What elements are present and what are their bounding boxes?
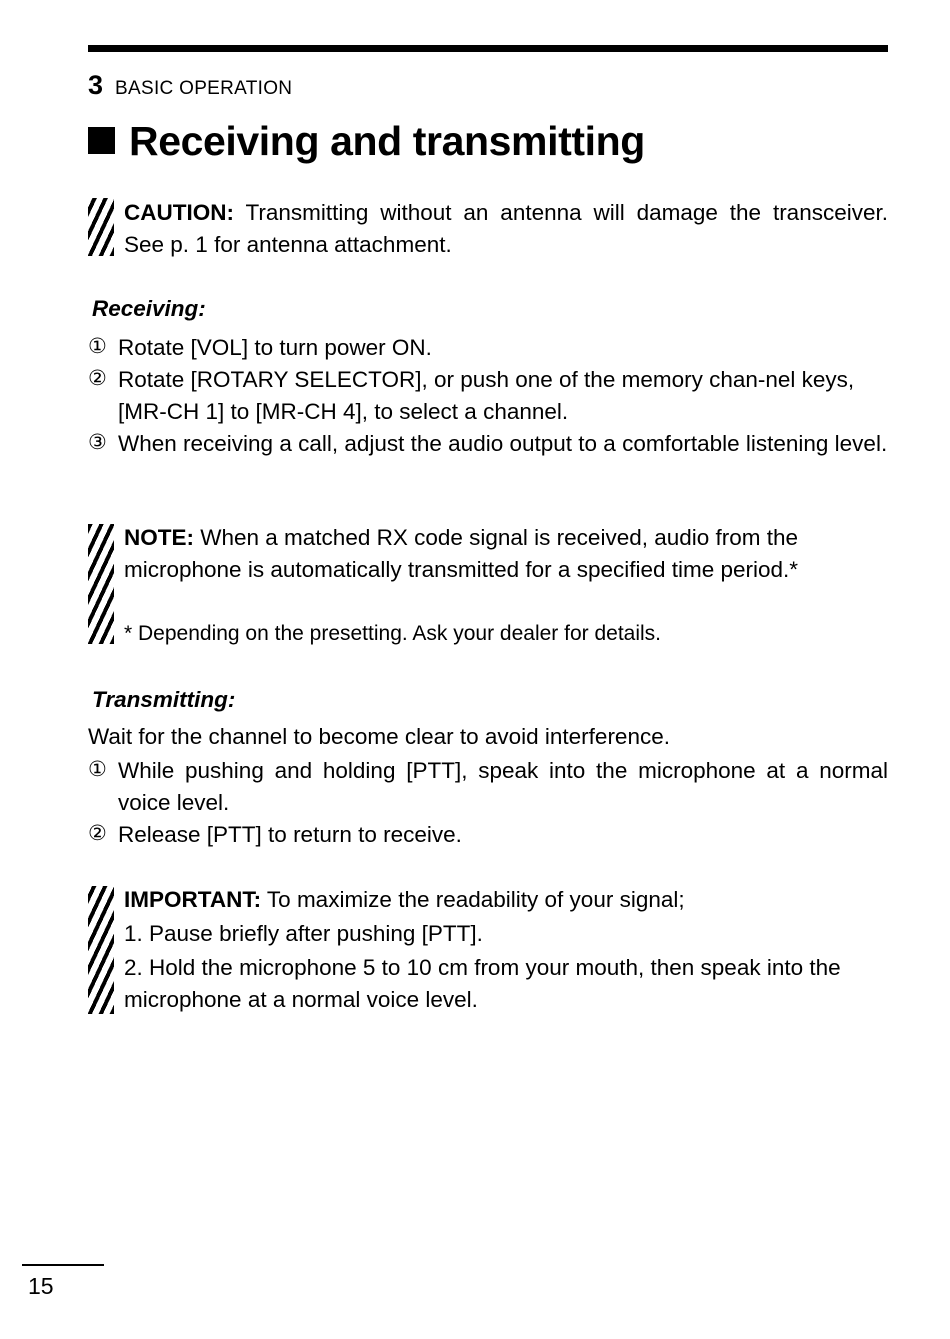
footer-rule [22,1264,104,1266]
step-marker: ① [88,335,107,358]
list-item [88,364,888,428]
receiving-heading: Receiving: [92,296,206,321]
step-text: When receiving a call, adjust the audio output to a comfortable listening level. [118,430,888,456]
chapter-number: 3 [88,70,104,100]
list-item [88,819,888,851]
page-number: 15 [28,1273,54,1299]
page-title [88,118,645,165]
list-item [88,755,888,819]
square-bullet-icon [88,127,115,154]
list-item [88,428,888,460]
important-item-1: 1. Pause briefly after pushing [PTT]. [124,921,483,946]
caution-hatch-icon [88,198,114,256]
caution-block [124,197,888,261]
caution-text: Transmitting without an antenna will damage the transceiver. See p. 1 for antenna attachment. [124,200,888,257]
step-marker: ② [88,821,107,845]
transmitting-steps [88,755,888,851]
transmitting-intro: Wait for the channel to become clear to avoid interference. [88,724,670,749]
note-footnote: * Depending on the presetting. Ask your dealer for details. [124,622,661,645]
important-label: IMPORTANT: [124,887,262,912]
note-label: NOTE: [124,525,194,550]
list-item [88,332,888,364]
step-text: While pushing and holding [PTT], speak into the microphone at a normal voice level. [118,758,888,815]
note-text: When a matched RX code signal is received, audio from the microphone is automatically transmitted for a specified time period.* [124,525,799,582]
transmitting-heading: Transmitting: [92,687,236,712]
important-text: To maximize the readability of your signal; [261,887,685,912]
step-marker: ② [88,366,107,390]
important-block [124,884,888,916]
step-marker: ① [88,758,107,781]
important-item-2: 2. Hold the microphone 5 to 10 cm from your mouth, then speak into the microphone at a normal voice level. [124,955,841,1012]
chapter-name: BASIC OPERATION [115,78,293,99]
step-text: Rotate [VOL] to turn power ON. [118,335,432,360]
note-hatch-icon [88,524,114,644]
chapter-header [88,72,292,99]
note-block [124,522,888,586]
caution-label: CAUTION: [124,200,234,225]
step-marker: ③ [88,430,107,454]
receiving-steps [88,332,888,460]
step-text: Rotate [ROTARY SELECTOR], or push one of the memory chan-nel keys, [MR-CH 1] to [MR-CH 4], to select a channel. [118,366,855,424]
important-hatch-icon [88,886,114,1014]
page-title-text: Receiving and transmitting [129,118,645,164]
step-text: Release [PTT] to return to receive. [118,821,462,847]
header-rule [88,45,888,52]
